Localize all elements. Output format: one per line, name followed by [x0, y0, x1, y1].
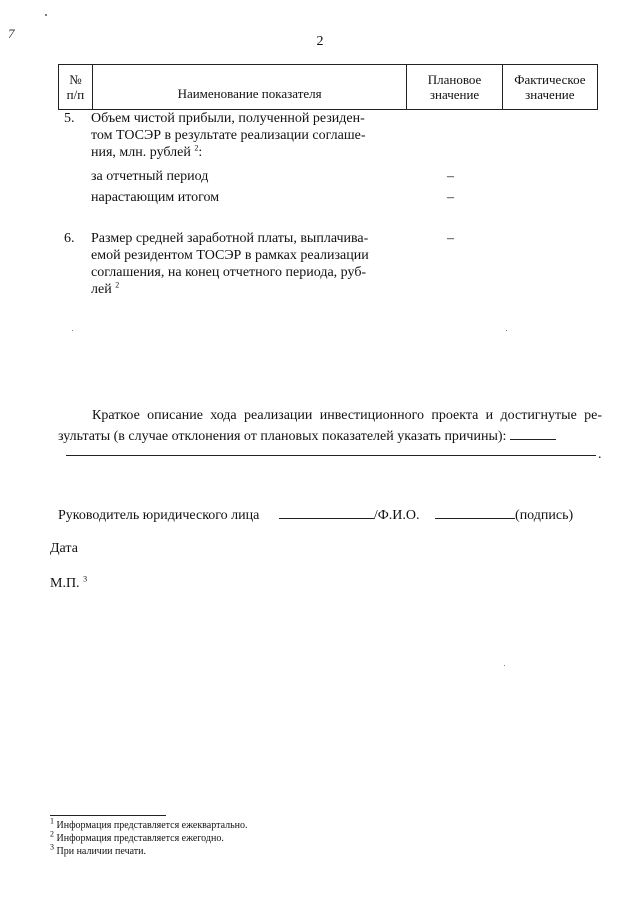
row-number: 5.	[64, 111, 75, 126]
row-title-line-4: лей	[91, 282, 112, 297]
footnote-number: 3	[50, 842, 54, 852]
description-text: Краткое описание хода реализации инвестиционного проекта и достигнутые ре-зультаты (в случае отклонения от плановых показателей указать причины):	[58, 408, 602, 444]
row-title-line-1: Объем чистой прибыли, полученной резиден-	[91, 111, 365, 126]
col-fact-header	[502, 65, 597, 110]
footnote-ref: 2	[194, 143, 199, 153]
row-title-line-1: Размер средней заработной платы, выплачива-	[91, 231, 369, 246]
margin-mark: 7	[8, 26, 15, 41]
row-title-line-3: соглашения, на конец отчетного периода, руб-	[91, 265, 367, 280]
plan-value: –	[447, 190, 454, 205]
col-plan-line-2: значение	[429, 87, 480, 102]
date-label: Дата	[50, 541, 78, 556]
row-title-suffix: :	[198, 145, 203, 160]
row-title-line-2: том ТОСЭР в результате реализации соглаше-	[91, 128, 366, 143]
col-name-header: Наименование показателя	[92, 65, 407, 110]
footnote-text: Информация представляется ежеквартально.	[56, 820, 248, 831]
project-description	[58, 405, 602, 447]
head-label: Руководитель юридического лица	[58, 508, 260, 523]
col-fact-line-2: значение	[525, 87, 575, 102]
description-blank[interactable]	[510, 439, 556, 440]
col-number-line-2: п/п	[66, 87, 85, 102]
col-plan-line-1: Плановое	[427, 72, 482, 87]
footnote-ref: 3	[83, 574, 88, 584]
footnote-3	[50, 842, 146, 858]
indicator-table-header	[58, 64, 598, 110]
stamp-text: М.П.	[50, 576, 80, 591]
fio-label: /Ф.И.О.	[373, 508, 420, 523]
footnote-text: Информация представляется ежегодно.	[56, 833, 224, 844]
sign-blank[interactable]	[435, 518, 515, 519]
scan-speck	[506, 330, 507, 331]
footnote-text: При наличии печати.	[56, 846, 146, 857]
stamp-label	[50, 576, 87, 592]
subrow-label: нарастающим итогом	[91, 190, 220, 205]
footnote-number: 1	[50, 816, 54, 826]
col-plan-header	[407, 65, 502, 110]
footnote-ref: 2	[115, 280, 120, 290]
sign-label: (подпись)	[515, 508, 574, 523]
description-blank-line[interactable]	[66, 455, 596, 456]
footnote-1	[50, 816, 248, 832]
subrow-label: за отчетный период	[91, 169, 209, 184]
plan-value: –	[447, 231, 454, 246]
row-title	[91, 230, 391, 298]
footnote-2	[50, 829, 224, 845]
row-title	[91, 110, 391, 161]
footnote-number: 2	[50, 829, 54, 839]
scan-speck	[72, 330, 73, 331]
head-blank[interactable]	[279, 518, 374, 519]
col-fact-line-1: Фактическое	[514, 72, 586, 87]
footnote-separator	[50, 815, 166, 816]
col-number-header	[59, 65, 93, 110]
plan-value: –	[447, 169, 454, 184]
signature-line	[58, 508, 598, 524]
col-number-line-1: №	[69, 72, 82, 87]
scan-speck	[45, 14, 47, 16]
row-number: 6.	[64, 231, 75, 246]
row-title-line-3: ния, млн. рублей	[91, 145, 191, 160]
page-number: 2	[316, 34, 324, 49]
description-end: .	[598, 447, 602, 462]
scan-speck	[504, 665, 505, 666]
row-title-line-2: емой резидентом ТОСЭР в рамках реализации	[91, 248, 369, 263]
